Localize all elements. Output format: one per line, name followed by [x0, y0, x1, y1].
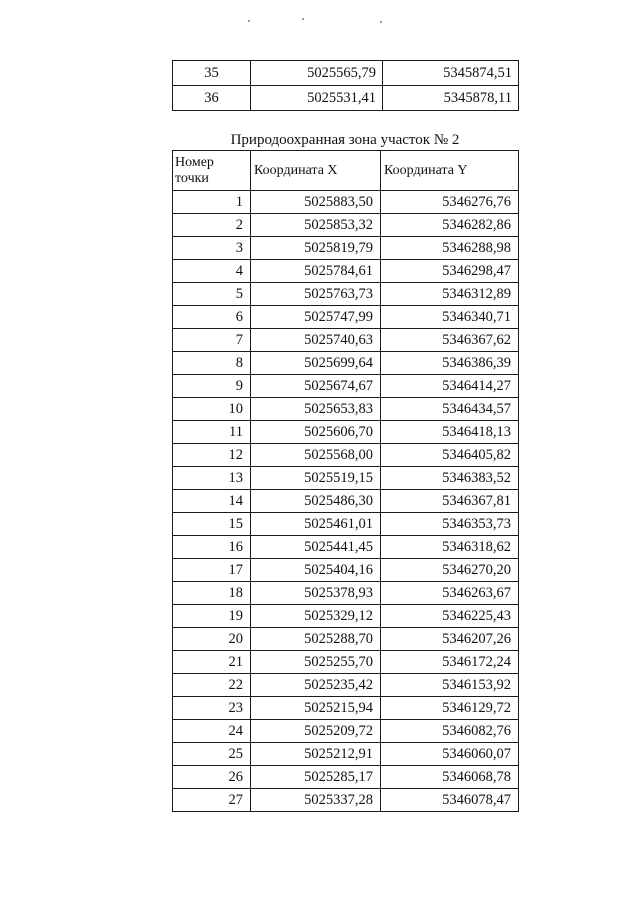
coordinate-x-cell: 5025740,63 — [251, 329, 381, 352]
table-row — [173, 260, 519, 283]
coordinate-y-cell: 5346434,57 — [381, 398, 519, 421]
table-row — [173, 674, 519, 697]
table-row — [173, 628, 519, 651]
coordinate-y-cell: 5346414,27 — [381, 375, 519, 398]
point-number-cell: 16 — [173, 536, 251, 559]
scan-speck — [248, 20, 250, 22]
header-point-number — [173, 151, 251, 191]
coordinate-x-cell: 5025674,67 — [251, 375, 381, 398]
point-number-cell: 24 — [173, 720, 251, 743]
point-number-cell: 6 — [173, 306, 251, 329]
point-number-cell: 15 — [173, 513, 251, 536]
table-row — [173, 352, 519, 375]
point-number-cell: 9 — [173, 375, 251, 398]
header-coordinate-x: Координата X — [251, 151, 381, 191]
coordinate-y-cell: 5346340,71 — [381, 306, 519, 329]
point-number-cell: 22 — [173, 674, 251, 697]
table-header-row — [173, 151, 519, 191]
table-row — [173, 329, 519, 352]
coordinate-x-cell: 5025209,72 — [251, 720, 381, 743]
point-number-cell: 17 — [173, 559, 251, 582]
point-number-cell: 12 — [173, 444, 251, 467]
table-row — [173, 766, 519, 789]
point-number-cell: 19 — [173, 605, 251, 628]
point-number-cell: 13 — [173, 467, 251, 490]
point-number-cell: 35 — [173, 61, 251, 86]
table-row — [173, 743, 519, 766]
point-number-cell: 11 — [173, 421, 251, 444]
point-number-cell: 23 — [173, 697, 251, 720]
table-row — [173, 86, 519, 111]
coordinates-table-zone-2 — [172, 150, 519, 812]
coordinate-x-cell: 5025853,32 — [251, 214, 381, 237]
coordinate-y-cell: 5346078,47 — [381, 789, 519, 812]
coordinate-y-cell: 5346353,73 — [381, 513, 519, 536]
scan-speck — [380, 21, 382, 23]
coordinate-y-cell: 5346405,82 — [381, 444, 519, 467]
table-row — [173, 237, 519, 260]
coordinate-x-cell: 5025606,70 — [251, 421, 381, 444]
coordinate-y-cell: 5346282,86 — [381, 214, 519, 237]
table-row — [173, 421, 519, 444]
coordinate-y-cell: 5346386,39 — [381, 352, 519, 375]
point-number-cell: 27 — [173, 789, 251, 812]
table-row — [173, 651, 519, 674]
coordinate-y-cell: 5346288,98 — [381, 237, 519, 260]
point-number-cell: 1 — [173, 191, 251, 214]
table-row — [173, 789, 519, 812]
coordinate-y-cell: 5346129,72 — [381, 697, 519, 720]
coordinate-x-cell: 5025378,93 — [251, 582, 381, 605]
coordinate-y-cell: 5346270,20 — [381, 559, 519, 582]
coordinate-x-cell: 5025784,61 — [251, 260, 381, 283]
header-coordinate-y: Координата Y — [381, 151, 519, 191]
coordinate-y-cell: 5346068,78 — [381, 766, 519, 789]
point-number-cell: 8 — [173, 352, 251, 375]
zone-title: Природоохранная зона участок № 2 — [230, 132, 460, 148]
scan-speck — [302, 18, 304, 20]
table-row — [173, 536, 519, 559]
point-number-cell: 2 — [173, 214, 251, 237]
coordinate-x-cell: 5025461,01 — [251, 513, 381, 536]
coordinate-x-cell: 5025763,73 — [251, 283, 381, 306]
table-row — [173, 697, 519, 720]
point-number-cell: 5 — [173, 283, 251, 306]
coordinate-y-cell: 5346367,81 — [381, 490, 519, 513]
point-number-cell: 36 — [173, 86, 251, 111]
coordinate-x-cell: 5025565,79 — [251, 61, 383, 86]
coordinate-y-cell: 5346383,52 — [381, 467, 519, 490]
coordinate-y-cell: 5345874,51 — [383, 61, 519, 86]
coordinate-y-cell: 5346172,24 — [381, 651, 519, 674]
coordinate-x-cell: 5025747,99 — [251, 306, 381, 329]
coordinate-y-cell: 5346153,92 — [381, 674, 519, 697]
table-row — [173, 398, 519, 421]
coordinates-table-continued — [172, 60, 519, 111]
coordinate-x-cell: 5025215,94 — [251, 697, 381, 720]
table-row — [173, 444, 519, 467]
coordinate-x-cell: 5025285,17 — [251, 766, 381, 789]
table-row — [173, 283, 519, 306]
coordinate-x-cell: 5025329,12 — [251, 605, 381, 628]
coordinate-y-cell: 5346418,13 — [381, 421, 519, 444]
coordinate-y-cell: 5345878,11 — [383, 86, 519, 111]
point-number-cell: 7 — [173, 329, 251, 352]
point-number-cell: 26 — [173, 766, 251, 789]
point-number-cell: 18 — [173, 582, 251, 605]
coordinate-x-cell: 5025883,50 — [251, 191, 381, 214]
coordinate-x-cell: 5025255,70 — [251, 651, 381, 674]
coordinate-x-cell: 5025337,28 — [251, 789, 381, 812]
coordinate-y-cell: 5346298,47 — [381, 260, 519, 283]
coordinate-x-cell: 5025819,79 — [251, 237, 381, 260]
coordinate-y-cell: 5346312,89 — [381, 283, 519, 306]
table-row — [173, 214, 519, 237]
coordinate-y-cell: 5346225,43 — [381, 605, 519, 628]
point-number-cell: 3 — [173, 237, 251, 260]
coordinate-y-cell: 5346060,07 — [381, 743, 519, 766]
coordinate-x-cell: 5025441,45 — [251, 536, 381, 559]
coordinate-x-cell: 5025653,83 — [251, 398, 381, 421]
coordinate-x-cell: 5025519,15 — [251, 467, 381, 490]
table-row — [173, 513, 519, 536]
coordinate-y-cell: 5346207,26 — [381, 628, 519, 651]
coordinate-x-cell: 5025404,16 — [251, 559, 381, 582]
table-row — [173, 605, 519, 628]
coordinates-table-continued-body — [173, 61, 519, 111]
coordinate-y-cell: 5346263,67 — [381, 582, 519, 605]
header-point-number-line1: Номер — [175, 154, 214, 170]
coordinate-x-cell: 5025699,64 — [251, 352, 381, 375]
coordinate-y-cell: 5346318,62 — [381, 536, 519, 559]
table-row — [173, 467, 519, 490]
point-number-cell: 25 — [173, 743, 251, 766]
table-row — [173, 582, 519, 605]
coordinate-x-cell: 5025531,41 — [251, 86, 383, 111]
coordinate-x-cell: 5025568,00 — [251, 444, 381, 467]
coordinates-table-zone-2-body — [173, 191, 519, 812]
coordinate-y-cell: 5346082,76 — [381, 720, 519, 743]
table-row — [173, 559, 519, 582]
coordinate-x-cell: 5025486,30 — [251, 490, 381, 513]
point-number-cell: 4 — [173, 260, 251, 283]
table-row — [173, 191, 519, 214]
point-number-cell: 20 — [173, 628, 251, 651]
table-row — [173, 720, 519, 743]
table-row — [173, 306, 519, 329]
coordinate-x-cell: 5025212,91 — [251, 743, 381, 766]
table-row — [173, 61, 519, 86]
point-number-cell: 10 — [173, 398, 251, 421]
coordinate-y-cell: 5346367,62 — [381, 329, 519, 352]
table-row — [173, 375, 519, 398]
coordinate-y-cell: 5346276,76 — [381, 191, 519, 214]
point-number-cell: 14 — [173, 490, 251, 513]
coordinate-x-cell: 5025235,42 — [251, 674, 381, 697]
table-row — [173, 490, 519, 513]
coordinate-x-cell: 5025288,70 — [251, 628, 381, 651]
point-number-cell: 21 — [173, 651, 251, 674]
header-point-number-line2: точки — [175, 170, 209, 186]
